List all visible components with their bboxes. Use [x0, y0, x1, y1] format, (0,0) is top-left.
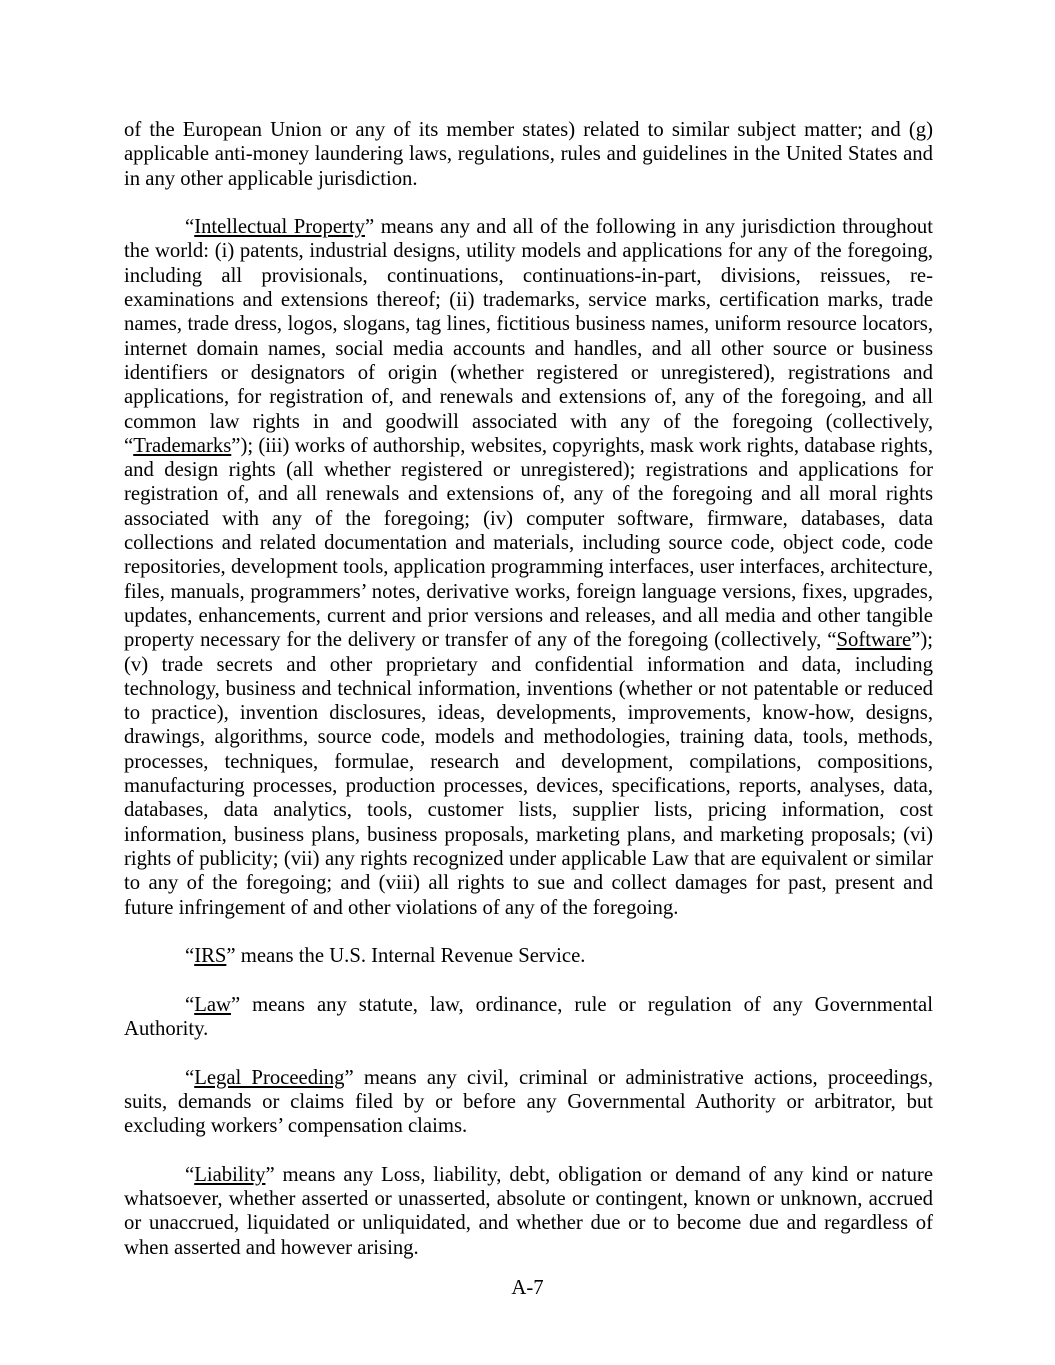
defined-term: Liability — [194, 1163, 266, 1186]
paragraph — [124, 1066, 933, 1139]
paragraph — [124, 118, 933, 191]
text-run: “ — [185, 1066, 195, 1089]
text-run: “ — [185, 993, 195, 1016]
paragraph — [124, 1163, 933, 1260]
text-run: ” means any civil, criminal or administrative actions, proceedings, suits, demands or claims filed by or before any Governmental Authority or arbitrator, but excluding workers’ compensation claims. — [124, 1066, 933, 1138]
defined-term: Trademarks — [133, 434, 232, 457]
text-run: “ — [185, 945, 195, 968]
text-run: “ — [185, 1163, 195, 1186]
defined-term: Legal Proceeding — [194, 1066, 345, 1089]
paragraph — [124, 215, 933, 920]
text-run: ”); (v) trade secrets and other proprietary and confidential information and data, including technology, business and technical information, inventions (whether or not patentable or reduced to practice), invention disclosures, ideas, developments, improvements, know-how, designs, drawings, algorithms, source code, models and methodologies, training data, tools, methods, processes, techniques, formulae, research and development, compilations, compositions, manufacturing processes, production processes, devices, specifications, reports, analyses, data, databases, data analytics, tools, customer lists, supplier lists, pricing information, cost information, business plans, business proposals, marketing plans, and marketing proposals; (vi) rights of publicity; (vii) any rights recognized under applicable Law that are equivalent or similar to any of the foregoing; and (viii) all rights to sue and collect damages for past, present and future infringement of and other violations of any of the foregoing. — [124, 629, 933, 919]
text-run: ”); (iii) works of authorship, websites, copyrights, mask work rights, database rights, and design rights (all whether registered or unregistered); registrations and applications for registration of, and all renewals and extensions of, any of the foregoing and all moral rights associated with any of the foregoing; (iv) computer software, firmware, databases, data collections and related documentation and materials, including source code, object code, code repositories, development tools, application programming interfaces, user interfaces, architecture, files, manuals, programmers’ notes, derivative works, foreign language versions, fixes, upgrades, updates, enhancements, current and prior versions and releases, and all media and other tangible property necessary for the delivery or transfer of any of the foregoing (collectively, “ — [124, 434, 933, 652]
page-footer — [0, 1276, 1055, 1300]
page-body — [124, 118, 933, 1284]
text-run: of the European Union or any of its member states) related to similar subject matter; and (g) applicable anti-money laundering laws, regulations, rules and guidelines in the United States and in any other applicable jurisdiction. — [124, 119, 933, 190]
defined-term: Software — [836, 629, 912, 652]
defined-term: Law — [194, 993, 231, 1016]
text-run: ” means any Loss, liability, debt, obligation or demand of any kind or nature whatsoever, whether asserted or unasserted, absolute or contingent, known or unknown, accrued or unaccrued, liquidated or unliquidated, and whether due or to become due and regardless of when asserted and however arising. — [124, 1163, 933, 1259]
text-run: “ — [185, 216, 195, 239]
page-number: A-7 — [511, 1277, 544, 1299]
defined-term: IRS — [194, 945, 227, 968]
text-run: ” means the U.S. Internal Revenue Service. — [226, 945, 586, 968]
paragraph — [124, 944, 933, 968]
text-run: ” means any statute, law, ordinance, rule or regulation of any Governmental Authority. — [124, 993, 933, 1040]
text-run: ” means any and all of the following in any jurisdiction throughout the world: (i) patents, industrial designs, utility models and applications for any of the foregoing, including all provisionals, continuations, continuations-in-part, divisions, reissues, re-examinations and extensions thereof; (ii) trademarks, service marks, certification marks, trade names, trade dress, logos, slogans, tag lines, fictitious business names, uniform resource locators, internet domain names, social media accounts and handles, and all other source or business identifiers or designators of origin (whether registered or unregistered), registrations and applications, for registration of, and renewals and extensions of, any of the foregoing, and all common law rights in and goodwill associated with any of the foregoing (collectively, “ — [124, 216, 934, 457]
paragraph — [124, 993, 933, 1042]
defined-term: Intellectual Property — [194, 216, 365, 239]
